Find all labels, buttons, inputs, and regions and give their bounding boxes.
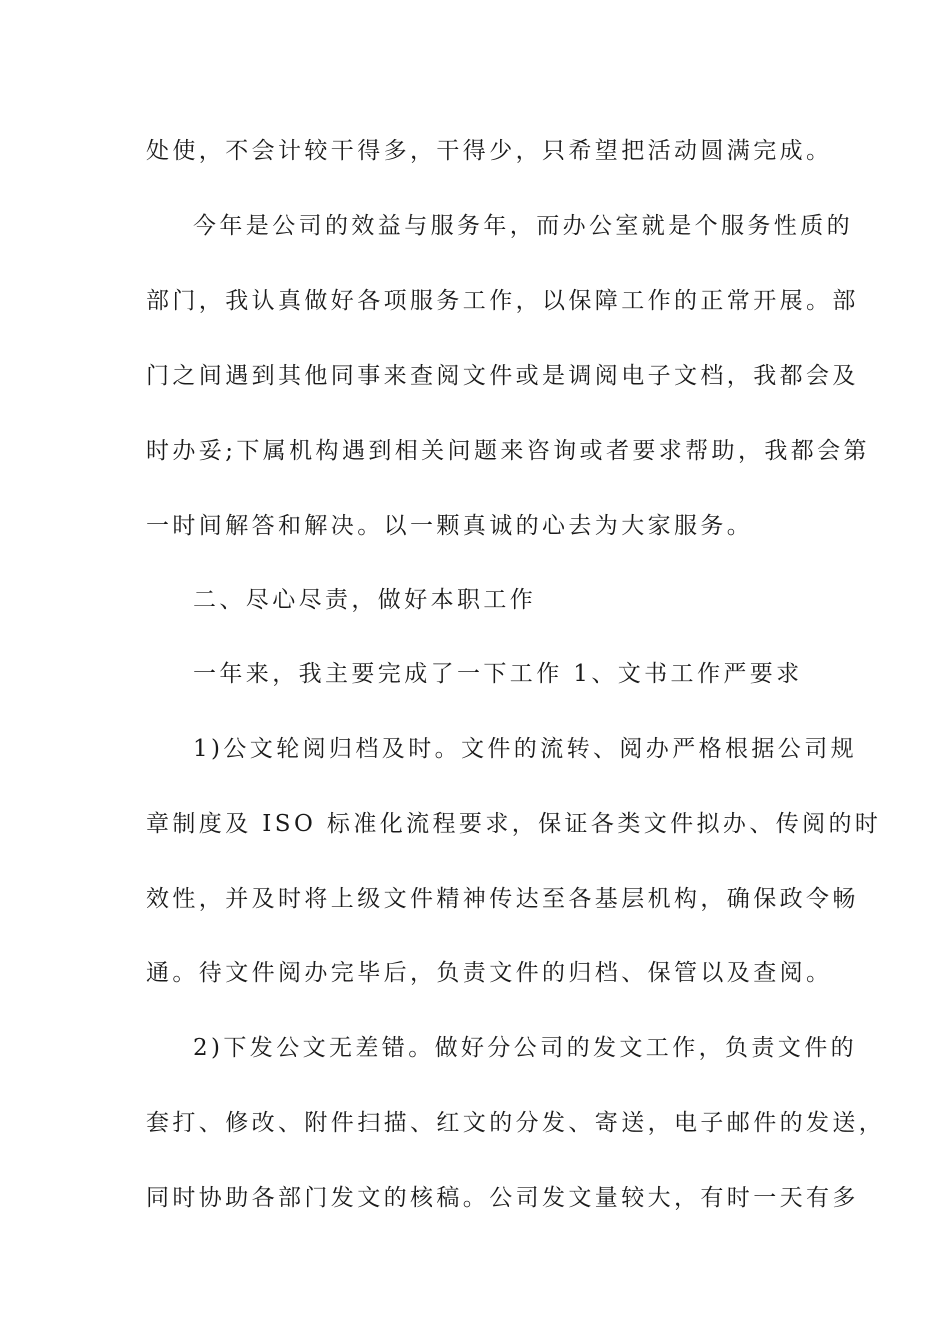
text-line-13: 2)下发公文无差错。做好分公司的发文工作，负责文件的	[193, 1035, 858, 1061]
text-line-11: 效性，并及时将上级文件精神传达至各基层机构，确保政令畅	[146, 886, 859, 912]
text-line-3: 部门，我认真做好各项服务工作，以保障工作的正常开展。部	[146, 288, 859, 314]
text-line-4: 门之间遇到其他同事来查阅文件或是调阅电子文档，我都会及	[146, 363, 859, 389]
text-line-15: 同时协助各部门发文的核稿。公司发文量较大，有时一天有多	[146, 1185, 859, 1211]
text-line-14: 套打、修改、附件扫描、红文的分发、寄送，电子邮件的发送，	[146, 1110, 886, 1136]
text-line-1: 处使，不会计较干得多，干得少，只希望把活动圆满完成。	[146, 138, 833, 164]
text-line-9: 1)公文轮阅归档及时。文件的流转、阅办严格根据公司规	[193, 736, 858, 762]
text-line-10: 章制度及 ISO 标准化流程要求，保证各类文件拟办、传阅的时	[146, 811, 882, 837]
section-heading: 二、尽心尽责，做好本职工作	[193, 587, 537, 613]
text-line-5: 时办妥;下属机构遇到相关问题来咨询或者要求帮助，我都会第	[146, 438, 870, 464]
text-line-6: 一时间解答和解决。以一颗真诚的心去为大家服务。	[146, 513, 754, 539]
text-line-2: 今年是公司的效益与服务年，而办公室就是个服务性质的	[193, 213, 853, 239]
text-line-12: 通。待文件阅办完毕后，负责文件的归档、保管以及查阅。	[146, 960, 833, 986]
text-line-8: 一年来，我主要完成了一下工作 1、文书工作严要求	[193, 661, 803, 687]
